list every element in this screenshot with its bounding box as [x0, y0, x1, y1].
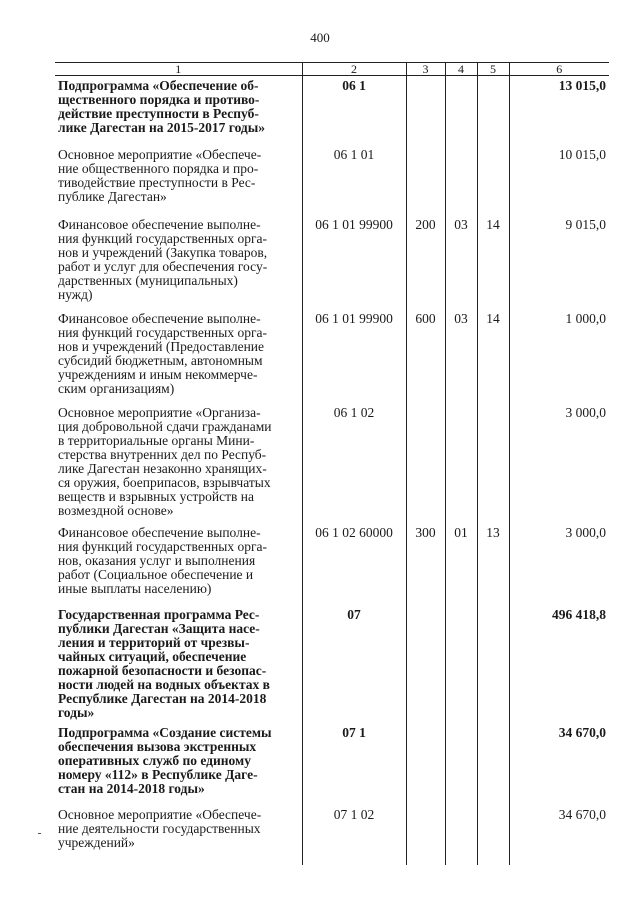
cell-pr: 13: [477, 523, 509, 605]
cell-pr: [477, 723, 509, 805]
cell-rz: [445, 403, 477, 523]
cell-vr: [406, 723, 445, 805]
cell-name: Финансовое обеспечение выполне- ния функций государственных орга- нов и учреждений (Предоставление субсидий бюджетным, автономным учреждениям и иным некоммерче- ским организациям): [58, 311, 267, 396]
cell-name: Финансовое обеспечение выполне- ния функций государственных орга- нов, оказания услуг и выполнения работ (Социальное обеспечение и иные выплаты населению): [58, 525, 267, 596]
page-number: 400: [310, 30, 330, 45]
cell-rz: 03: [445, 215, 477, 309]
cell-name: Основное мероприятие «Организа- ция добровольной сдачи гражданами в территориальные органы Мини- стерства внутренних дел по Респуб- лике Дагестан незаконно хранящих- ся оружия, боеприпасов, взрывчатых веществ и взрывных устройств на возмездной основе»: [58, 405, 272, 518]
cell-sum: 3 000,0: [509, 403, 609, 523]
cell-rz: [445, 805, 477, 865]
cell-rz: 01: [445, 523, 477, 605]
cell-pr: 14: [477, 215, 509, 309]
cell-sum: 496 418,8: [509, 605, 609, 723]
cell-code: 07: [302, 605, 406, 723]
column-header-name: 1: [55, 63, 302, 76]
cell-code: 06 1 01: [302, 145, 406, 215]
cell-vr: [406, 805, 445, 865]
table-row: [55, 309, 609, 403]
table-row: [55, 605, 609, 723]
column-header-vr: 3: [406, 63, 445, 76]
table-row: [55, 723, 609, 805]
budget-table: [55, 62, 609, 865]
cell-sum: 13 015,0: [509, 76, 609, 146]
cell-code: 06 1: [302, 76, 406, 146]
cell-pr: [477, 403, 509, 523]
cell-vr: 600: [406, 309, 445, 403]
cell-code: 06 1 01 99900: [302, 215, 406, 309]
column-header-code: 2: [302, 63, 406, 76]
table-row: [55, 523, 609, 605]
cell-vr: [406, 76, 445, 146]
cell-pr: [477, 145, 509, 215]
table-row: [55, 76, 609, 146]
cell-sum: 34 670,0: [509, 723, 609, 805]
table-row: [55, 403, 609, 523]
table-row: [55, 215, 609, 309]
cell-rz: 03: [445, 309, 477, 403]
cell-rz: [445, 605, 477, 723]
cell-name: Государственная программа Рес- публики Дагестан «Защита насе- ления и территорий от чрезвы- чайных ситуаций, обеспечение пожарной безопасности и безопас- ности людей на водных объектах в Республике Дагестан на 2014-2018 годы»: [58, 607, 270, 720]
cell-pr: [477, 76, 509, 146]
cell-vr: 300: [406, 523, 445, 605]
cell-code: 06 1 02: [302, 403, 406, 523]
cell-name: Основное мероприятие «Обеспече- ние общественного порядка и про- тиводействие преступности в Рес- публике Дагестан»: [58, 147, 262, 204]
cell-vr: [406, 145, 445, 215]
cell-name: Финансовое обеспечение выполне- ния функций государственных орга- нов и учреждений (Закупка товаров, работ и услуг для обеспечения госу- дарственных (муниципальных) нужд): [58, 217, 268, 302]
cell-code: 07 1: [302, 723, 406, 805]
cell-code: 07 1 02: [302, 805, 406, 865]
column-header-sum: 6: [509, 63, 609, 76]
cell-rz: [445, 145, 477, 215]
header-row: [55, 63, 609, 76]
cell-sum: 34 670,0: [509, 805, 609, 865]
cell-vr: [406, 605, 445, 723]
cell-vr: [406, 403, 445, 523]
cell-code: 06 1 01 99900: [302, 309, 406, 403]
cell-vr: 200: [406, 215, 445, 309]
margin-mark: [38, 833, 41, 834]
cell-name: Подпрограмма «Обеспечение об- щественного порядка и противо- действие преступности в Респуб- лике Дагестан на 2015-2017 годы»: [58, 78, 266, 135]
table-row: [55, 805, 609, 865]
cell-sum: 3 000,0: [509, 523, 609, 605]
table-row: [55, 145, 609, 215]
cell-pr: [477, 605, 509, 723]
cell-sum: 9 015,0: [509, 215, 609, 309]
cell-rz: [445, 723, 477, 805]
cell-code: 06 1 02 60000: [302, 523, 406, 605]
cell-pr: 14: [477, 309, 509, 403]
column-header-pr: 5: [477, 63, 509, 76]
cell-sum: 1 000,0: [509, 309, 609, 403]
column-header-rz: 4: [445, 63, 477, 76]
cell-rz: [445, 76, 477, 146]
cell-name: Основное мероприятие «Обеспече- ние деятельности государственных учреждений»: [58, 807, 262, 850]
cell-sum: 10 015,0: [509, 145, 609, 215]
cell-pr: [477, 805, 509, 865]
cell-name: Подпрограмма «Создание системы обеспечения вызова экстренных оперативных служб по единому номеру «112» в Республике Даге- стан на 2014-2018 годы»: [58, 725, 272, 796]
